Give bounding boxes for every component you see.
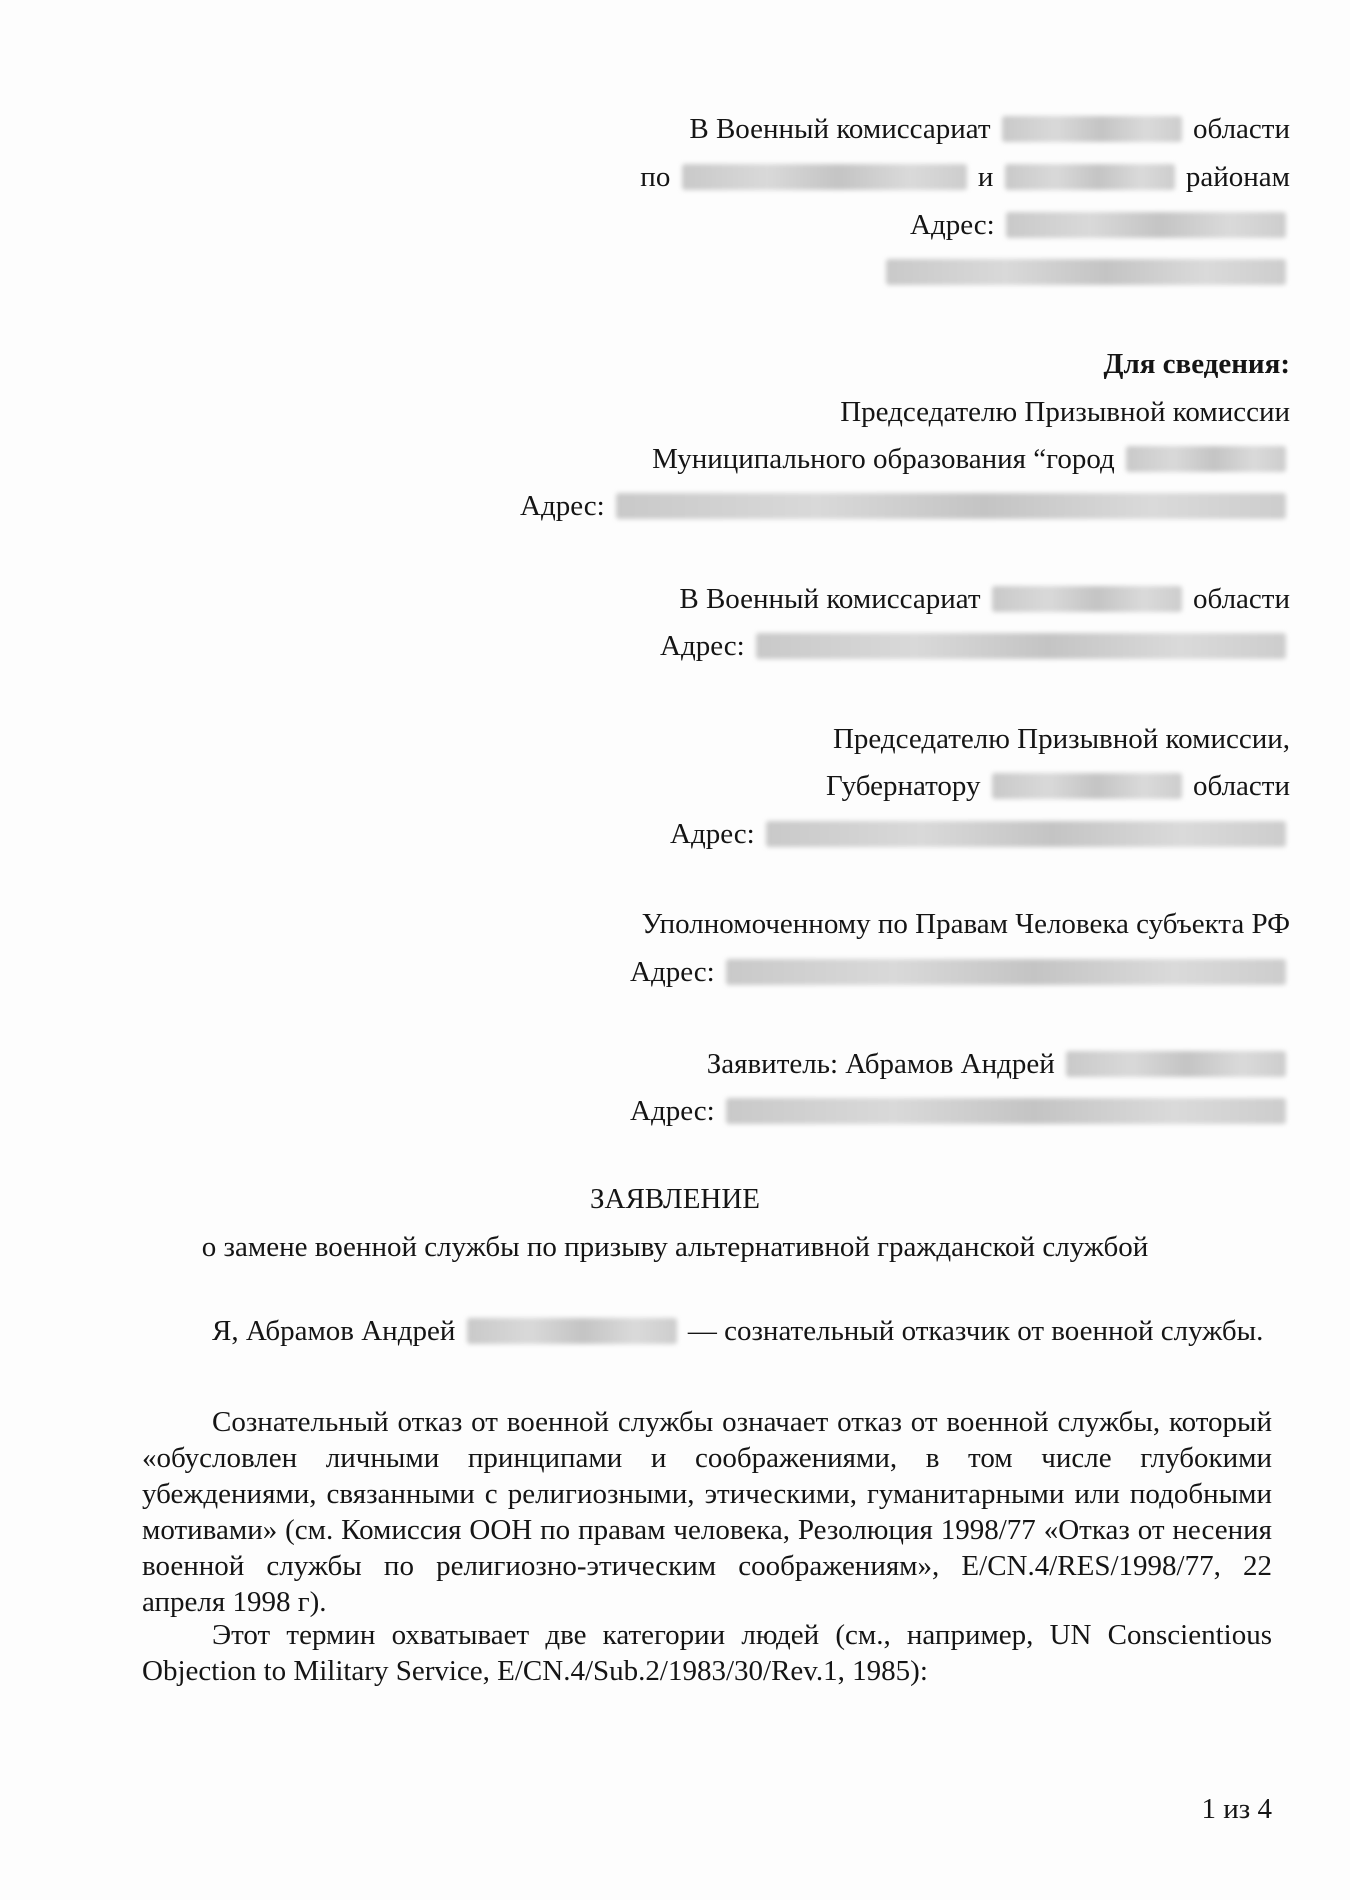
block3-line1: [679, 585, 1290, 614]
applicant-address: [630, 1097, 1290, 1126]
block3-line1-prefix: В Военный комиссариат: [679, 583, 981, 615]
applicant-line: [707, 1050, 1290, 1079]
paragraph-2: Сознательный отказ от военной службы означает отказ от военной службы, который «обусловлен личными принципами и соображениями, в том числе глубокими убеждениями, связанными с религиозными, этическими, гуманитарными или подобными мотивами» (см. Комиссия ООН по правам человека, Резолюция 1998/77 «Отказ от несения военной службы по религиозно-этическим соображениям», E/CN.4/RES/1998/77, 22 апреля 1998 г).: [142, 1406, 1272, 1618]
block1-line2: [640, 163, 1290, 192]
block1-line2-suffix: районам: [1185, 161, 1290, 193]
address-label: Адрес:: [630, 1095, 715, 1127]
applicant-name: Заявитель: Абрамов Андрей: [706, 1048, 1055, 1080]
redacted-address: [726, 1098, 1286, 1124]
block1-line1-suffix: области: [1193, 113, 1290, 145]
redacted-region: [992, 586, 1182, 612]
block4-line1: Председателю Призывной комиссии,: [832, 723, 1290, 755]
redacted-address: [616, 493, 1286, 519]
block5-line1: Уполномоченному по Правам Человека субъекта РФ: [641, 908, 1290, 940]
address-label: Адрес:: [630, 956, 715, 988]
block4-line2: [826, 772, 1290, 801]
block2-line1: Председателю Призывной комиссии: [840, 396, 1290, 428]
block4-line2-prefix: Губернатору: [825, 770, 981, 802]
block1-line1-prefix: В Военный комиссариат: [689, 113, 991, 145]
address-label: Адрес:: [910, 209, 995, 241]
for-info-heading: Для сведения:: [1103, 348, 1290, 380]
redacted-region: [1002, 116, 1182, 142]
redacted-patronymic: [467, 1318, 677, 1344]
block1-address: [910, 211, 1290, 240]
block1-address-cont: [882, 258, 1290, 287]
block2-address: [520, 492, 1290, 521]
block4-line2-suffix: области: [1193, 770, 1290, 802]
redacted-address: [766, 821, 1286, 847]
redacted-district-1: [682, 164, 967, 190]
address-label: Адрес:: [670, 818, 755, 850]
block3-line1-suffix: области: [1193, 583, 1290, 615]
block1-line1: [689, 115, 1290, 144]
block1-line2-prefix: по: [640, 161, 671, 193]
redacted-address: [726, 959, 1286, 985]
document-subtitle: о замене военной службы по призыву альтернативной гражданской службой: [201, 1231, 1149, 1263]
document-title: ЗАЯВЛЕНИЕ: [589, 1183, 761, 1215]
redacted-city: [1126, 446, 1286, 472]
block4-address: [670, 820, 1290, 849]
block1-line2-mid: и: [977, 161, 994, 193]
paragraph-1: [142, 1313, 1272, 1349]
redacted-region: [992, 773, 1182, 799]
redacted-district-2: [1005, 164, 1175, 190]
paragraph-3: Этот термин охватывает две категории людей (см., например, UN Conscientious Objection to Military Service, E/CN.4/Sub.2/1983/30/Rev.1, 1985):: [142, 1619, 1272, 1687]
redacted-address: [1006, 212, 1286, 238]
paragraph-1-end: — сознательный отказчик от военной службы.: [687, 1315, 1264, 1347]
redacted-address: [756, 633, 1286, 659]
paragraph-1-start: Я, Абрамов Андрей: [212, 1315, 456, 1347]
address-label: Адрес:: [660, 630, 745, 662]
redacted-address: [886, 259, 1286, 285]
address-label: Адрес:: [520, 490, 605, 522]
block2-line2: [652, 445, 1290, 474]
block5-address: [630, 958, 1290, 987]
page-number: 1 из 4: [1201, 1793, 1272, 1825]
block3-address: [660, 632, 1290, 661]
redacted-patronymic: [1066, 1051, 1286, 1077]
block2-line2-prefix: Муниципального образования “город: [652, 443, 1115, 475]
